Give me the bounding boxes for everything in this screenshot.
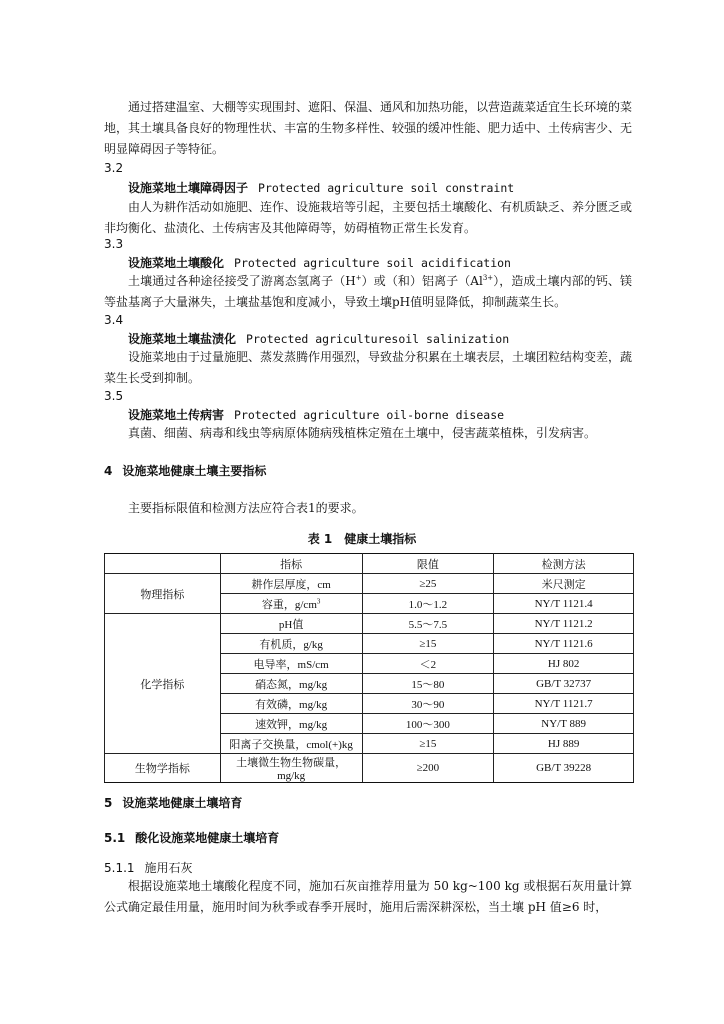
limit-cell: ≥200 [362, 754, 494, 783]
limit-cell: 1.0～1.2 [362, 594, 494, 614]
section-heading-5-1: 5.1 酸化设施菜地健康土壤培育 [104, 831, 280, 845]
table-caption: 表 1 健康土壤指标 [307, 532, 417, 546]
section-heading-4: 4 设施菜地健康土壤主要指标 [104, 464, 267, 478]
term-chinese: 设施菜地土壤盐渍化 [128, 332, 237, 346]
term-definition-3-5: 真菌、细菌、病毒和线虫等病原体随病残植株定殖在土壤中，侵害蔬菜植株，引发病害。 [128, 426, 597, 440]
header-cell: 限值 [362, 554, 494, 574]
header-cell [105, 554, 221, 574]
method-cell: NY/T 1121.7 [494, 694, 634, 714]
limit-cell: ＜2 [362, 654, 494, 674]
term-english: Protected agriculture oil-borne disease [234, 408, 505, 422]
item-cell: 阳离子交换量，cmol(+)kg [220, 734, 362, 754]
limit-cell: 30～90 [362, 694, 494, 714]
limit-cell: ≥15 [362, 634, 494, 654]
method-cell: HJ 802 [494, 654, 634, 674]
section-heading-5: 5 设施菜地健康土壤培育 [104, 796, 243, 810]
group-cell: 生物学指标 [105, 754, 221, 783]
term-definition-3-3: 土壤通过各种途径接受了游离态氢离子（H+）或（和）铝离子$(Al^{3+})$，造成土壤内部的钙、镁等盐基离子大量淋失，土壤盐基饱和度减小，导致土壤pH值明显降低，抑制蔬菜生长。 [104, 274, 632, 309]
table-row [105, 754, 634, 783]
group-cell: 化学指标 [105, 614, 221, 754]
item-cell: pH值 [220, 614, 362, 634]
item-cell: 有机质，g/kg [220, 634, 362, 654]
section-5-1-1-text: 根据设施菜地土壤酸化程度不同，施加石灰亩推荐用量为 50 kg~100 kg 或根据石灰用量计算公式确定最佳用量，施用时间为秋季或春季开展时，施用后需深耕深松，当土壤 pH 值≥6 时， [104, 879, 632, 914]
term-3-5 [128, 407, 504, 423]
limit-cell: ≥15 [362, 734, 494, 754]
term-english: Protected agriculture soil constraint [258, 181, 515, 195]
term-chinese: 设施菜地土壤障碍因子 [128, 181, 249, 195]
method-cell: NY/T 1121.6 [494, 634, 634, 654]
soil-indicator-table [104, 553, 634, 783]
term-3-3 [128, 255, 511, 271]
header-cell: 检测方法 [494, 554, 634, 574]
table-header-row [105, 554, 634, 574]
method-cell: HJ 889 [494, 734, 634, 754]
method-cell: 米尺测定 [494, 574, 634, 594]
term-3-4 [128, 331, 509, 347]
table-row [105, 574, 634, 594]
clause-number-3-3: 3.3 [104, 237, 124, 251]
term-chinese: 设施菜地土传病害 [128, 408, 225, 422]
intro-paragraph: 通过搭建温室、大棚等实现围封、遮阳、保温、通风和加热功能，以营造蔬菜适宜生长环境的菜地，其土壤具备良好的物理性状、丰富的生物多样性、较强的缓冲性能、肥力适中、土传病害少、无明显障碍因子等特征。 [104, 100, 633, 156]
limit-cell: 100～300 [362, 714, 494, 734]
term-english: Protected agriculture soil acidification [234, 256, 511, 270]
item-cell: 电导率，mS/cm [220, 654, 362, 674]
limit-cell: 15～80 [362, 674, 494, 694]
item-cell: 土壤微生物生物碳量，mg/kg [220, 754, 362, 783]
item-cell: 有效磷，mg/kg [220, 694, 362, 714]
term-chinese: 设施菜地土壤酸化 [128, 256, 225, 270]
item-cell: 速效钾，mg/kg [220, 714, 362, 734]
term-english: Protected agriculturesoil salinization [246, 332, 510, 346]
item-cell: 硝态氮，mg/kg [220, 674, 362, 694]
item-cell: 容重，$g/cm^3$ [220, 594, 362, 614]
term-3-2 [128, 180, 514, 196]
header-cell: 指标 [220, 554, 362, 574]
term-definition-3-4: 设施菜地由于过量施肥、蒸发蒸腾作用强烈，导致盐分积累在土壤表层，土壤团粒结构变差，蔬菜生长受到抑制。 [104, 350, 633, 385]
method-cell: NY/T 1121.4 [494, 594, 634, 614]
clause-number-3-2: 3.2 [104, 161, 124, 175]
method-cell: NY/T 889 [494, 714, 634, 734]
item-cell: 耕作层厚度，cm [220, 574, 362, 594]
table-row [105, 614, 634, 634]
clause-number-3-5: 3.5 [104, 389, 124, 403]
method-cell: GB/T 39228 [494, 754, 634, 783]
limit-cell: 5.5～7.5 [362, 614, 494, 634]
section-heading-5-1-1: 5.1.1 施用石灰 [104, 861, 193, 875]
clause-number-3-4: 3.4 [104, 313, 124, 327]
term-definition-3-2: 由人为耕作活动如施肥、连作、设施栽培等引起，主要包括土壤酸化、有机质缺乏、养分匮乏或非均衡化、盐渍化、土传病害及其他障碍等，妨碍植物正常生长发育。 [104, 200, 633, 235]
group-cell: 物理指标 [105, 574, 221, 614]
limit-cell: ≥25 [362, 574, 494, 594]
section-4-text: 主要指标限值和检测方法应符合表1的要求。 [128, 501, 364, 515]
method-cell: NY/T 1121.2 [494, 614, 634, 634]
method-cell: GB/T 32737 [494, 674, 634, 694]
